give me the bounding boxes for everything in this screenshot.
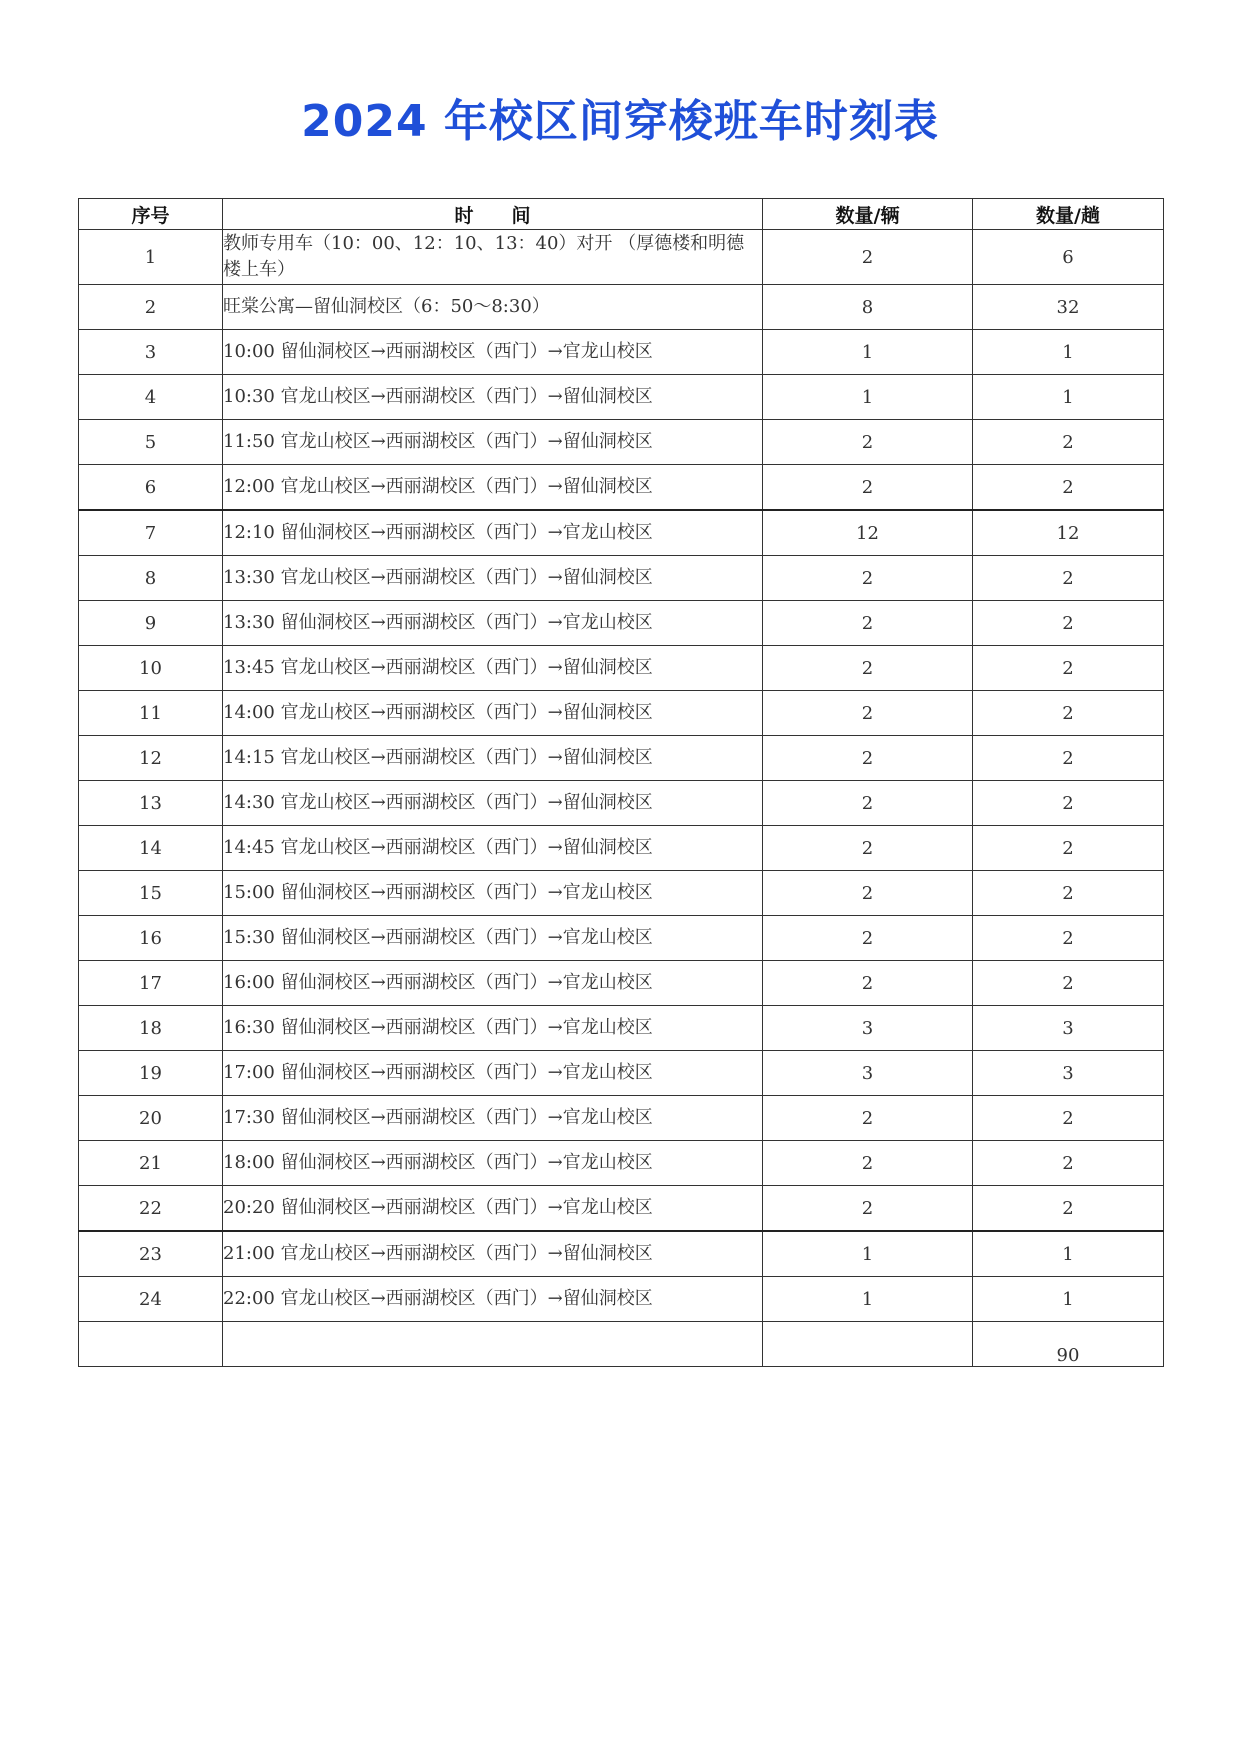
row-time-route: 20:20 留仙洞校区→西丽湖校区（西门）→官龙山校区: [223, 1186, 763, 1232]
row-index: 13: [79, 781, 223, 826]
row-trip-count: 2: [973, 465, 1164, 511]
row-index: 5: [79, 420, 223, 465]
row-trip-count: 6: [973, 230, 1164, 285]
total-empty-index: [79, 1322, 223, 1367]
row-trip-count: 2: [973, 961, 1164, 1006]
row-trip-count: 2: [973, 826, 1164, 871]
row-time-route: 22:00 官龙山校区→西丽湖校区（西门）→留仙洞校区: [223, 1277, 763, 1322]
row-trip-count: 2: [973, 781, 1164, 826]
row-time-route: 13:30 官龙山校区→西丽湖校区（西门）→留仙洞校区: [223, 556, 763, 601]
row-index: 8: [79, 556, 223, 601]
row-vehicle-count: 3: [763, 1051, 973, 1096]
row-time-route: 17:30 留仙洞校区→西丽湖校区（西门）→官龙山校区: [223, 1096, 763, 1141]
row-vehicle-count: 2: [763, 1141, 973, 1186]
table-header-row: [79, 199, 1164, 230]
row-trip-count: 2: [973, 736, 1164, 781]
row-time-route: 13:45 官龙山校区→西丽湖校区（西门）→留仙洞校区: [223, 646, 763, 691]
row-trip-count: 12: [973, 510, 1164, 556]
row-vehicle-count: 2: [763, 826, 973, 871]
row-index: 16: [79, 916, 223, 961]
row-vehicle-count: 2: [763, 556, 973, 601]
row-trip-count: 2: [973, 871, 1164, 916]
row-time-route: 14:15 官龙山校区→西丽湖校区（西门）→留仙洞校区: [223, 736, 763, 781]
row-vehicle-count: 2: [763, 1186, 973, 1232]
row-index: 15: [79, 871, 223, 916]
row-vehicle-count: 2: [763, 465, 973, 511]
row-index: 17: [79, 961, 223, 1006]
header-index: 序号: [79, 199, 223, 230]
row-index: 7: [79, 510, 223, 556]
row-index: 24: [79, 1277, 223, 1322]
header-vehicle-count: 数量/辆: [763, 199, 973, 230]
total-empty-time: [223, 1322, 763, 1367]
row-time-route: 14:45 官龙山校区→西丽湖校区（西门）→留仙洞校区: [223, 826, 763, 871]
row-time-route: 旺棠公寓—留仙洞校区（6：50～8:30）: [223, 285, 763, 330]
row-trip-count: 3: [973, 1006, 1164, 1051]
row-index: 18: [79, 1006, 223, 1051]
table-row: [79, 330, 1164, 375]
row-index: 14: [79, 826, 223, 871]
row-index: 10: [79, 646, 223, 691]
table-row: [79, 1231, 1164, 1277]
row-vehicle-count: 12: [763, 510, 973, 556]
row-trip-count: 1: [973, 1231, 1164, 1277]
table-row: [79, 510, 1164, 556]
row-time-route: 14:00 官龙山校区→西丽湖校区（西门）→留仙洞校区: [223, 691, 763, 736]
header-time: 时 间: [223, 199, 763, 230]
header-trip-count: 数量/趟: [973, 199, 1164, 230]
row-time-route: 12:00 官龙山校区→西丽湖校区（西门）→留仙洞校区: [223, 465, 763, 511]
row-trip-count: 2: [973, 1141, 1164, 1186]
row-vehicle-count: 2: [763, 601, 973, 646]
page-title: 2024 年校区间穿梭班车时刻表: [301, 96, 939, 147]
row-time-route: 15:30 留仙洞校区→西丽湖校区（西门）→官龙山校区: [223, 916, 763, 961]
row-index: 9: [79, 601, 223, 646]
row-time-route: 15:00 留仙洞校区→西丽湖校区（西门）→官龙山校区: [223, 871, 763, 916]
table-row: [79, 916, 1164, 961]
table-row: [79, 601, 1164, 646]
row-time-route: 16:00 留仙洞校区→西丽湖校区（西门）→官龙山校区: [223, 961, 763, 1006]
row-index: 23: [79, 1231, 223, 1277]
row-time-route: 11:50 官龙山校区→西丽湖校区（西门）→留仙洞校区: [223, 420, 763, 465]
row-trip-count: 2: [973, 1186, 1164, 1232]
table-row: [79, 781, 1164, 826]
shuttle-schedule-table: [78, 198, 1164, 1367]
table-row: [79, 736, 1164, 781]
row-vehicle-count: 2: [763, 736, 973, 781]
table-row: [79, 871, 1164, 916]
row-index: 6: [79, 465, 223, 511]
row-index: 21: [79, 1141, 223, 1186]
row-vehicle-count: 2: [763, 1096, 973, 1141]
row-index: 11: [79, 691, 223, 736]
table-row: [79, 420, 1164, 465]
row-trip-count: 3: [973, 1051, 1164, 1096]
row-trip-count: 2: [973, 601, 1164, 646]
row-vehicle-count: 2: [763, 420, 973, 465]
row-time-route: 17:00 留仙洞校区→西丽湖校区（西门）→官龙山校区: [223, 1051, 763, 1096]
row-vehicle-count: 1: [763, 1231, 973, 1277]
row-index: 22: [79, 1186, 223, 1232]
table-row: [79, 1186, 1164, 1232]
row-index: 20: [79, 1096, 223, 1141]
row-vehicle-count: 2: [763, 871, 973, 916]
row-index: 4: [79, 375, 223, 420]
row-vehicle-count: 1: [763, 375, 973, 420]
row-time-route: 10:30 官龙山校区→西丽湖校区（西门）→留仙洞校区: [223, 375, 763, 420]
table-row: [79, 1096, 1164, 1141]
row-time-route: 21:00 官龙山校区→西丽湖校区（西门）→留仙洞校区: [223, 1231, 763, 1277]
table-row: [79, 465, 1164, 511]
table-row: [79, 556, 1164, 601]
row-index: 2: [79, 285, 223, 330]
row-time-route: 13:30 留仙洞校区→西丽湖校区（西门）→官龙山校区: [223, 601, 763, 646]
table-row: [79, 230, 1164, 285]
table-row: [79, 1277, 1164, 1322]
row-trip-count: 2: [973, 691, 1164, 736]
total-row: [79, 1322, 1164, 1367]
row-index: 3: [79, 330, 223, 375]
table-row: [79, 285, 1164, 330]
row-trip-count: 1: [973, 375, 1164, 420]
row-time-route: 16:30 留仙洞校区→西丽湖校区（西门）→官龙山校区: [223, 1006, 763, 1051]
row-index: 1: [79, 230, 223, 285]
table-row: [79, 1141, 1164, 1186]
total-empty-vehicles: [763, 1322, 973, 1367]
table-row: [79, 646, 1164, 691]
row-vehicle-count: 2: [763, 781, 973, 826]
row-index: 12: [79, 736, 223, 781]
table-row: [79, 1051, 1164, 1096]
total-trip-count: 90: [973, 1322, 1164, 1367]
row-vehicle-count: 2: [763, 916, 973, 961]
row-trip-count: 2: [973, 916, 1164, 961]
row-vehicle-count: 2: [763, 230, 973, 285]
row-trip-count: 2: [973, 1096, 1164, 1141]
row-time-route: 教师专用车（10：00、12：10、13：40）对开 （厚德楼和明德楼上车）: [223, 230, 763, 285]
row-vehicle-count: 1: [763, 330, 973, 375]
row-trip-count: 2: [973, 646, 1164, 691]
row-trip-count: 1: [973, 1277, 1164, 1322]
row-trip-count: 1: [973, 330, 1164, 375]
row-index: 19: [79, 1051, 223, 1096]
row-time-route: 14:30 官龙山校区→西丽湖校区（西门）→留仙洞校区: [223, 781, 763, 826]
row-trip-count: 2: [973, 420, 1164, 465]
row-vehicle-count: 2: [763, 961, 973, 1006]
table-row: [79, 375, 1164, 420]
row-vehicle-count: 2: [763, 691, 973, 736]
row-vehicle-count: 3: [763, 1006, 973, 1051]
row-time-route: 18:00 留仙洞校区→西丽湖校区（西门）→官龙山校区: [223, 1141, 763, 1186]
row-trip-count: 32: [973, 285, 1164, 330]
table-row: [79, 691, 1164, 736]
row-vehicle-count: 2: [763, 646, 973, 691]
table-row: [79, 1006, 1164, 1051]
row-time-route: 12:10 留仙洞校区→西丽湖校区（西门）→官龙山校区: [223, 510, 763, 556]
row-trip-count: 2: [973, 556, 1164, 601]
row-vehicle-count: 1: [763, 1277, 973, 1322]
table-row: [79, 826, 1164, 871]
row-vehicle-count: 8: [763, 285, 973, 330]
row-time-route: 10:00 留仙洞校区→西丽湖校区（西门）→官龙山校区: [223, 330, 763, 375]
table-body: [79, 230, 1164, 1367]
table-row: [79, 961, 1164, 1006]
